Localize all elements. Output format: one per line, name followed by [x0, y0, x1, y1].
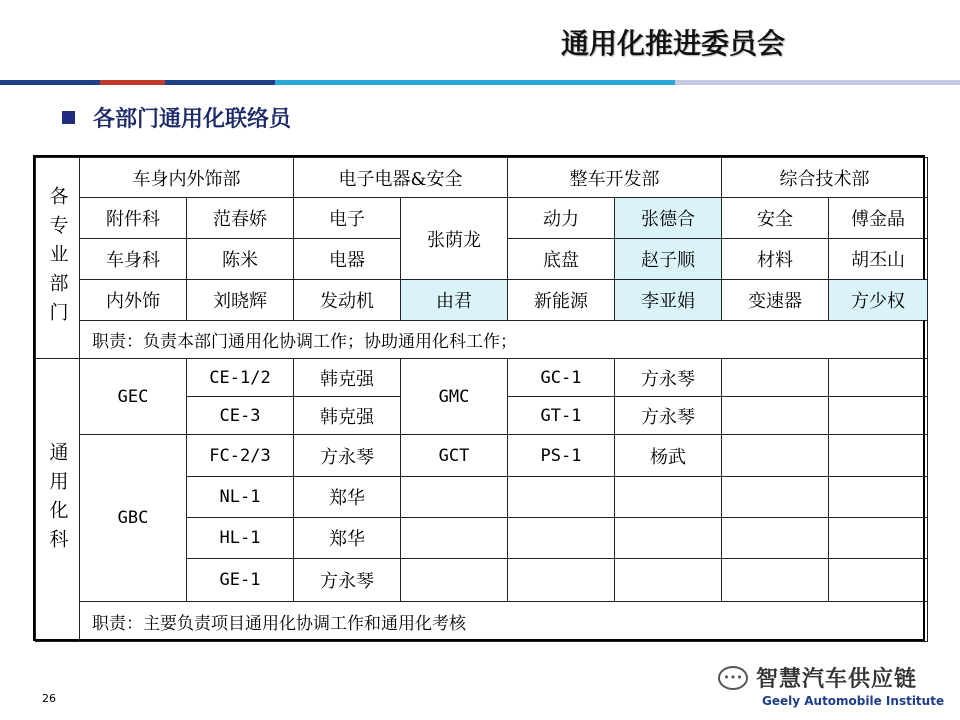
table-cell	[722, 559, 829, 602]
table-cell: 李亚娟	[615, 280, 722, 321]
stripe-segment	[275, 80, 675, 85]
institute-name: Geely Automobile Institute	[762, 694, 945, 708]
dept-duty-text: 职责：负责本部门通用化协调工作；协助通用化科工作；	[80, 321, 928, 359]
table-cell: HL-1	[187, 518, 294, 559]
table-row	[36, 321, 928, 359]
table-cell: 车身科	[80, 239, 187, 280]
group-label: GCT	[401, 435, 508, 477]
table-cell	[829, 397, 928, 435]
table-cell: 底盘	[508, 239, 615, 280]
stripe-segment	[0, 80, 100, 85]
table-cell: 方永琴	[615, 397, 722, 435]
page-number: 26	[42, 692, 56, 705]
group-label: GMC	[401, 359, 508, 435]
table-cell: FC-2/3	[187, 435, 294, 477]
table-cell	[829, 559, 928, 602]
wechat-icon: •••	[718, 666, 748, 690]
table-cell: 电器	[294, 239, 401, 280]
wechat-watermark	[718, 662, 917, 693]
table-cell: 由君	[401, 280, 508, 321]
table-cell	[722, 359, 829, 397]
table-cell	[401, 559, 508, 602]
table-cell	[615, 477, 722, 518]
gen-duty-text: 职责：主要负责项目通用化协调工作和通用化考核	[80, 602, 928, 642]
table-cell: PS-1	[508, 435, 615, 477]
table-cell: 附件科	[80, 198, 187, 239]
table-cell	[722, 477, 829, 518]
header-stripe	[0, 80, 960, 85]
section-heading	[62, 102, 291, 133]
dept-header: 整车开发部	[508, 158, 722, 198]
table-cell: 陈米	[187, 239, 294, 280]
table-cell: CE-3	[187, 397, 294, 435]
table-cell: 材料	[722, 239, 829, 280]
liaison-table	[33, 155, 925, 641]
table-cell: 胡丕山	[829, 239, 928, 280]
table-cell	[829, 359, 928, 397]
group-label: GEC	[80, 359, 187, 435]
dept-header: 综合技术部	[722, 158, 928, 198]
table-cell: NL-1	[187, 477, 294, 518]
table-cell: 郑华	[294, 477, 401, 518]
table-cell	[401, 518, 508, 559]
table-row	[36, 158, 928, 198]
table-row	[36, 280, 928, 321]
table-cell	[508, 518, 615, 559]
stripe-segment	[100, 80, 165, 85]
table-row	[36, 198, 928, 239]
section-title: 各部门通用化联络员	[93, 107, 292, 132]
table-cell: 范春娇	[187, 198, 294, 239]
table-cell: 韩克强	[294, 397, 401, 435]
slide-title: 通用化推进委员会	[560, 27, 785, 60]
table-row	[36, 359, 928, 397]
table-cell	[722, 397, 829, 435]
table-cell: CE-1/2	[187, 359, 294, 397]
table-cell: 郑华	[294, 518, 401, 559]
table-cell	[722, 435, 829, 477]
wechat-account-name: 智慧汽车供应链	[756, 667, 918, 692]
dept-header: 车身内外饰部	[80, 158, 294, 198]
table-cell: GE-1	[187, 559, 294, 602]
side-label-generalization: 通用化科	[36, 359, 80, 642]
stripe-segment	[675, 80, 960, 85]
table-cell: 变速器	[722, 280, 829, 321]
table-cell: 内外饰	[80, 280, 187, 321]
table-row	[36, 602, 928, 642]
table-cell: 方永琴	[294, 435, 401, 477]
side-label-departments: 各专业部门	[36, 158, 80, 359]
square-bullet-icon	[62, 111, 75, 124]
table-cell: 杨武	[615, 435, 722, 477]
table-cell	[829, 435, 928, 477]
table-row	[36, 435, 928, 477]
table-cell	[401, 477, 508, 518]
table-cell: 发动机	[294, 280, 401, 321]
table-cell: 方少权	[829, 280, 928, 321]
table-cell: GC-1	[508, 359, 615, 397]
table-cell	[615, 518, 722, 559]
table-cell	[508, 559, 615, 602]
table-cell: 张德合	[615, 198, 722, 239]
dept-header: 电子电器&安全	[294, 158, 508, 198]
table-cell	[615, 559, 722, 602]
table-cell	[829, 518, 928, 559]
table-cell	[722, 518, 829, 559]
table-cell: 韩克强	[294, 359, 401, 397]
table-cell: 电子	[294, 198, 401, 239]
table-cell: 傅金晶	[829, 198, 928, 239]
table-cell: 动力	[508, 198, 615, 239]
table-cell: 新能源	[508, 280, 615, 321]
table-cell: 方永琴	[615, 359, 722, 397]
table-cell: 安全	[722, 198, 829, 239]
table-cell: 刘晓辉	[187, 280, 294, 321]
table-cell: 方永琴	[294, 559, 401, 602]
table-cell: 张荫龙	[401, 198, 508, 280]
stripe-segment	[165, 80, 275, 85]
table-cell: 赵子顺	[615, 239, 722, 280]
table-cell: GT-1	[508, 397, 615, 435]
table-cell	[829, 477, 928, 518]
group-label: GBC	[80, 435, 187, 602]
table-cell	[508, 477, 615, 518]
